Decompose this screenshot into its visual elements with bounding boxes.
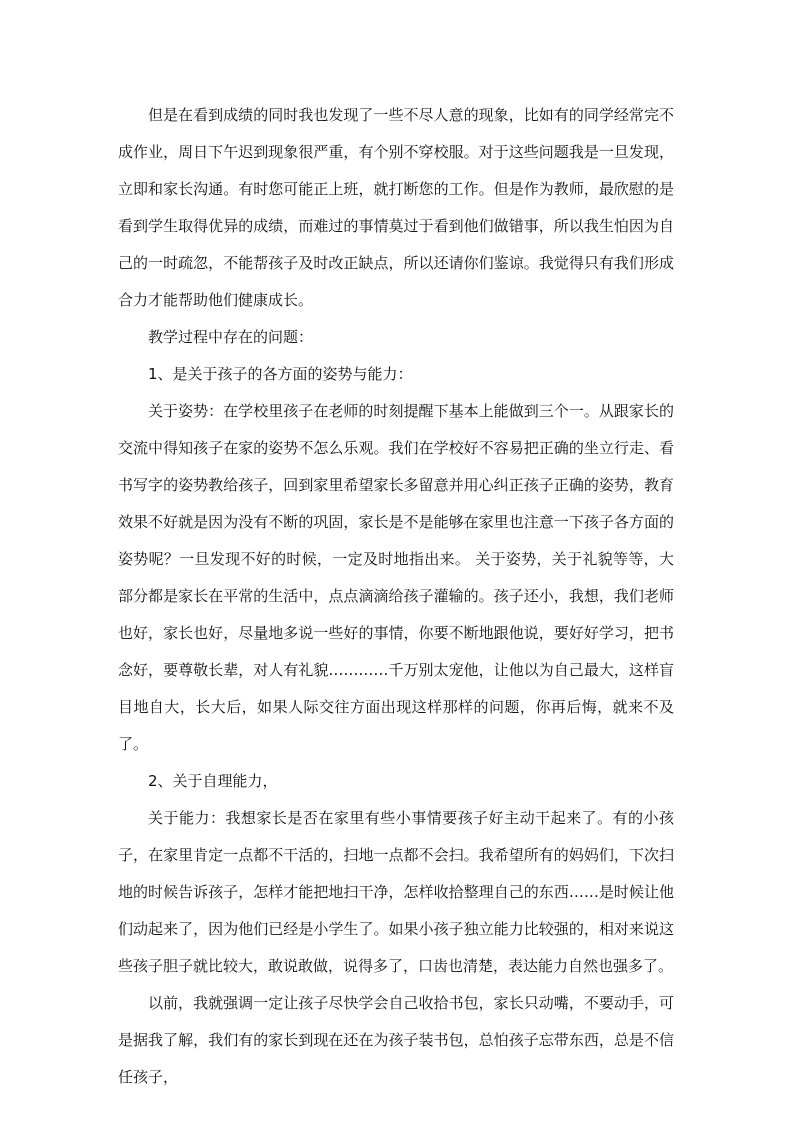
paragraph-posture: 关于姿势：在学校里孩子在老师的时刻提醒下基本上能做到三个一。从跟家长的交流中得知孩子在家的姿势不怎么乐观。我们在学校好不容易把正确的坐立行走、看书写字的姿势教给孩子，回到家里希望家长多留意并用心纠正孩子正确的姿势，教育效果不好就是因为没有不断的巩固，家长是不是能够在家里也注意一下孩子各方面的姿势呢？一旦发现不好的时候，一定及时地指出来。 关于姿势，关于礼貌等等，大部分都是家长在平常的生活中，点点滴滴给孩子灌输的。孩子还小，我想，我们老师也好，家长也好，尽量地多说一些好的事情，你要不断地跟他说，要好好学习，把书念好，要尊敬长辈，对人有礼貌…………千万别太宠他，让他以为自己最大，这样盲目地自大，长大后，如果人际交往方面出现这样那样的问题，你再后悔，就来不及了。	[118, 402, 674, 753]
subheading-self-care: 2、关于自理能力，	[148, 772, 278, 790]
document-body	[118, 97, 674, 1096]
paragraph-schoolbag: 以前，我就强调一定让孩子尽快学会自己收拾书包，家长只动嘴，不要动手，可是据我了解，我们有的家长到现在还在为孩子装书包，总怕孩子忘带东西，总是不信任孩子，	[118, 994, 674, 1086]
paragraph-intro: 但是在看到成绩的同时我也发现了一些不尽人意的现象，比如有的同学经常完不成作业，周日下午迟到现象很严重，有个别不穿校服。对于这些问题我是一旦发现，立即和家长沟通。有时您可能正上班，就打断您的工作。但是作为教师，最欣慰的是看到学生取得优异的成绩，而难过的事情莫过于看到他们做错事，所以我生怕因为自己的一时疏忽，不能帮孩子及时改正缺点，所以还请你们鉴谅。我觉得只有我们形成合力才能帮助他们健康成长。	[118, 106, 674, 309]
paragraph-ability: 关于能力：我想家长是否在家里有些小事情要孩子好主动干起来了。有的小孩子，在家里肯定一点都不干活的，扫地一点都不会扫。我希望所有的妈妈们，下次扫地的时候告诉孩子，怎样才能把地扫干净，怎样收拾整理自己的东西……是时候让他们动起来了，因为他们已经是小学生了。如果小孩子独立能力比较强的，相对来说这些孩子胆子就比较大，敢说敢做，说得多了，口齿也清楚，表达能力自然也强多了。	[118, 809, 674, 975]
subheading-posture-ability: 1、是关于孩子的各方面的姿势与能力：	[148, 365, 413, 383]
section-heading-problems: 教学过程中存在的问题：	[148, 328, 314, 346]
